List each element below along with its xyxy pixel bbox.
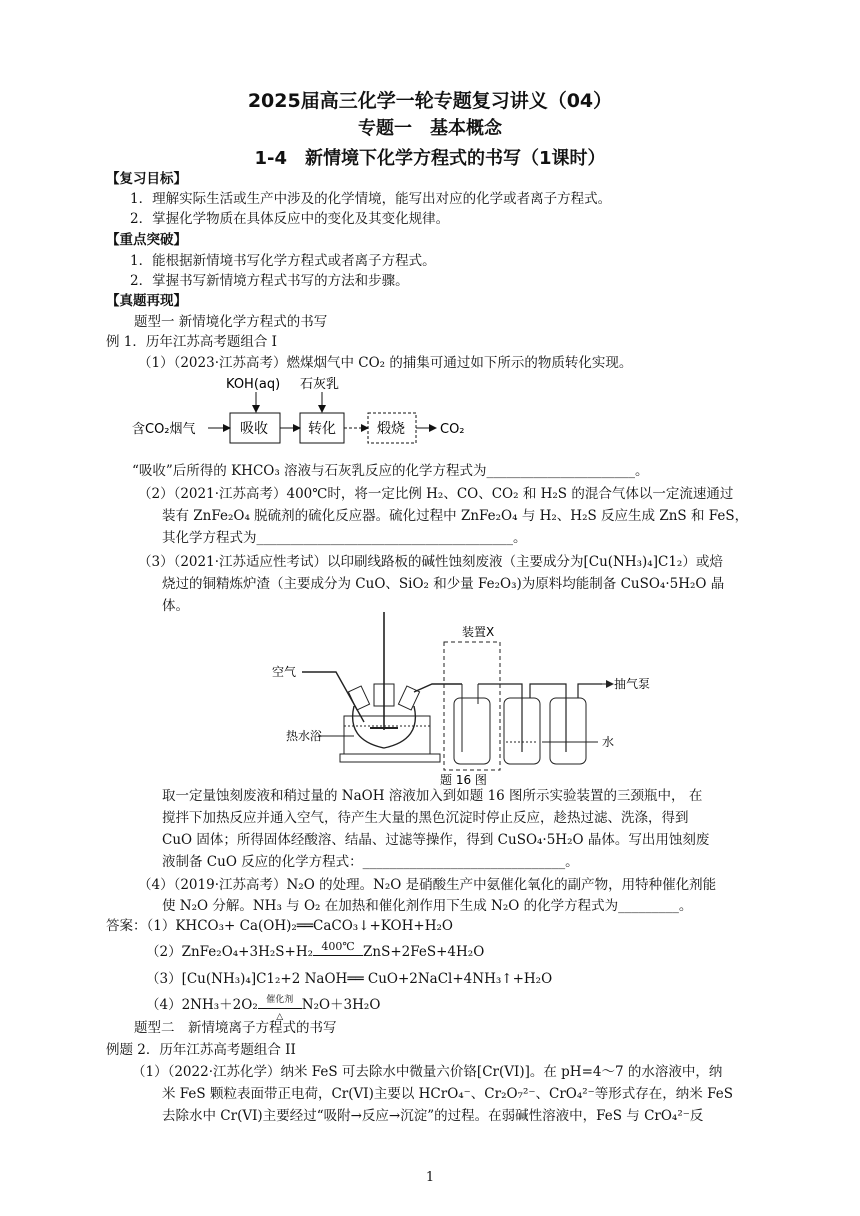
answer-4-left: （4）2NH₃＋2O₂ bbox=[146, 997, 258, 1013]
question-3-text-line-2: 搅拌下加热反应并通入空气，待产生大量的黑色沉淀时停止反应，趁热过滤、洗涤，得到 bbox=[162, 810, 689, 826]
device-label: 装置X bbox=[462, 625, 495, 639]
example-2-line-2: 米 FeS 颗粒表面带正电荷，Cr(VI)主要以 HCrO₄⁻、Cr₂O₇²⁻、CrO₄²⁻等形式存在，纳米 FeS bbox=[162, 1086, 733, 1102]
section-title: 1-4 新情境下化学方程式的书写（1课时） bbox=[254, 148, 606, 169]
figure-caption: 题 16 图 bbox=[440, 773, 487, 787]
answer-2-right: ZnS+2FeS+4H₂O bbox=[363, 944, 485, 960]
answer-4-right: N₂O＋3H₂O bbox=[301, 997, 381, 1013]
answer-2-left: （2）ZnFe₂O₄+3H₂S+H₂ bbox=[146, 944, 314, 960]
reagent-lime: 石灰乳 bbox=[300, 377, 340, 392]
answer-4 bbox=[146, 995, 381, 1022]
bath-label: 热水浴 bbox=[286, 729, 323, 743]
box-absorb-label: 吸收 bbox=[240, 421, 268, 437]
question-3-text-line-3: CuO 固体；所得固体经酸溶、结晶、过滤等操作，得到 CuSO₄·5H₂O 晶体。写出用蚀刻废 bbox=[162, 832, 710, 848]
flow-diagram bbox=[130, 372, 490, 452]
answer-1: 答案：（1）KHCO₃+ Ca(OH)₂══CaCO₃↓+KOH+H₂O bbox=[106, 918, 453, 934]
question-3-line-1: （3）（2021·江苏适应性考试）以印刷线路板的碱性蚀刻废液（主要成分为[Cu(NH₃)₄]C1₂）或焙 bbox=[138, 554, 723, 570]
apparatus-figure bbox=[262, 612, 662, 790]
page-title: 2025届高三化学一轮专题复习讲义（04） bbox=[247, 90, 613, 112]
page-subtitle: 专题一 基本概念 bbox=[358, 118, 502, 139]
water-label: 水 bbox=[602, 735, 615, 749]
real-exam-heading: 【真题再现】 bbox=[106, 293, 187, 309]
example-2-line-3: 去除水中 Cr(VI)主要经过“吸附→反应→沉淀”的过程。在弱碱性溶液中，FeS 与 CrO₄²⁻反 bbox=[162, 1108, 704, 1124]
flow-output: CO₂ bbox=[440, 422, 465, 437]
reagent-koh: KOH(aq) bbox=[226, 377, 281, 392]
review-goal-1: 1．理解实际生活或生产中涉及的化学情境，能写出对应的化学或者离子方程式。 bbox=[130, 191, 612, 207]
question-3-line-2: 烧过的铜精炼炉渣（主要成分为 CuO、SiO₂ 和少量 Fe₂O₃)为原料均能制备 CuSO₄·5H₂O 晶 bbox=[162, 576, 725, 592]
answer-3: （3）[Cu(NH₃)₄]C1₂+2 NaOH══ CuO+2NaCl+4NH₃↑+H₂O bbox=[146, 971, 553, 987]
review-goals-heading: 【复习目标】 bbox=[106, 171, 187, 187]
box-convert-label: 转化 bbox=[308, 421, 336, 437]
question-4-line-1: （4）（2019·江苏高考）N₂O 的处理。N₂O 是硝酸生产中氨催化氧化的副产物，用特种催化剂能 bbox=[138, 877, 717, 893]
flow-input: 含CO₂烟气 bbox=[132, 422, 196, 437]
pump-label: 抽气泵 bbox=[614, 677, 651, 691]
question-2-line-2: 装有 ZnFe₂O₄ 脱硫剂的硫化反应器。硫化过程中 ZnFe₂O₄ 与 H₂、H₂S 反应生成 ZnS 和 FeS， bbox=[162, 508, 749, 524]
question-1: （1）（2023·江苏高考）燃煤烟气中 CO₂ 的捕集可通过如下所示的物质转化实现。 bbox=[138, 355, 633, 371]
answer-2 bbox=[146, 940, 485, 961]
answer-2-condition: 400℃ bbox=[313, 947, 363, 956]
air-label: 空气 bbox=[272, 665, 297, 679]
question-3-text-line-4: 液制备 CuO 反应的化学方程式：______________________________。 bbox=[162, 854, 579, 870]
review-goal-2: 2．掌握化学物质在具体反应中的变化及其变化规律。 bbox=[130, 211, 450, 227]
question-2-line-3: 其化学方程式为______________________________________。 bbox=[162, 530, 527, 546]
key-point-2: 2．掌握书写新情境方程式书写的方法和步骤。 bbox=[130, 273, 409, 289]
question-3-line-3: 体。 bbox=[162, 598, 189, 614]
key-point-1: 1．能根据新情境书写化学方程式或者离子方程式。 bbox=[130, 253, 436, 269]
box-calcine-label: 煅烧 bbox=[377, 421, 405, 437]
answer-4-condition: 催化剂 △ bbox=[258, 1000, 302, 1009]
type2-heading: 题型二 新情境离子方程式的书写 bbox=[134, 1020, 337, 1036]
question-1-text: “吸收”后所得的 KHCO₃ 溶液与石灰乳反应的化学方程式为______________________。 bbox=[132, 463, 649, 479]
example2-heading: 例题 2．历年江苏高考题组合 II bbox=[106, 1042, 296, 1058]
key-points-heading: 【重点突破】 bbox=[106, 232, 187, 248]
question-3-text-line-1: 取一定量蚀刻废液和稍过量的 NaOH 溶液加入到如题 16 图所示实验装置的三颈瓶中， 在 bbox=[162, 788, 703, 804]
question-4-line-2: 使 N₂O 分解。NH₃ 与 O₂ 在加热和催化剂作用下生成 N₂O 的化学方程式为_________。 bbox=[162, 898, 693, 914]
question-2-line-1: （2）（2021·江苏高考）400℃时，将一定比例 H₂、CO、CO₂ 和 H₂S 的混合气体以一定流速通过 bbox=[138, 486, 734, 502]
example-2-line-1: （1）（2022·江苏化学）纳米 FeS 可去除水中微量六价铬[Cr(VI)]。在 pH=4～7 的水溶液中，纳 bbox=[132, 1064, 723, 1080]
example1-heading: 例 1．历年江苏高考题组合 I bbox=[106, 334, 278, 350]
page-number: 1 bbox=[425, 1170, 435, 1185]
type1-heading: 题型一 新情境化学方程式的书写 bbox=[134, 314, 328, 330]
